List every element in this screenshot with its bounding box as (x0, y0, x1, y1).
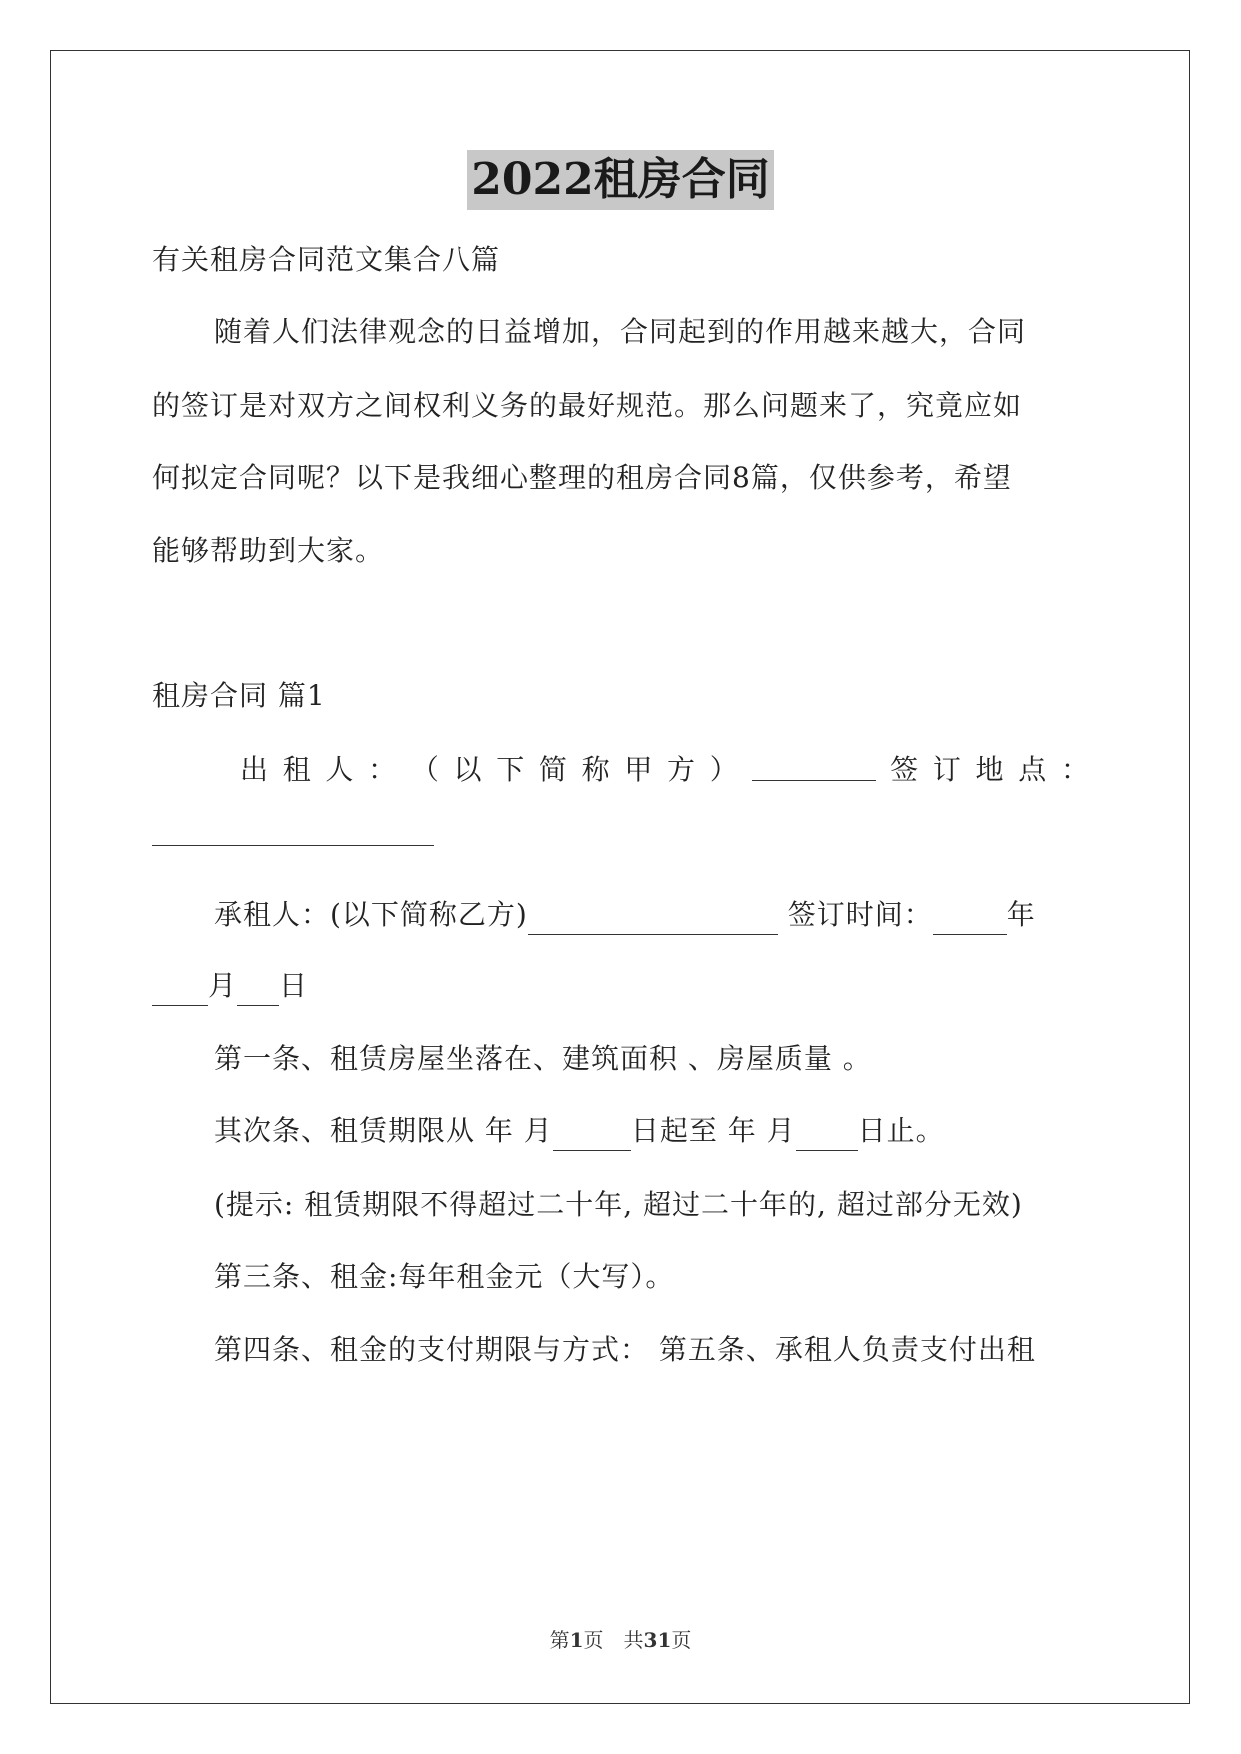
lessor-char: ） (709, 753, 739, 786)
article-2-part-3: 日止。 (857, 1114, 945, 1147)
day-blank (237, 975, 279, 1006)
lessor-char: 称 (581, 753, 611, 786)
lessor-char: 简 (538, 753, 568, 786)
lessor-char: 以 (453, 753, 483, 786)
page-border (50, 50, 1190, 1704)
lessor-char: 出 (240, 753, 270, 786)
lessor-char: ： (368, 753, 398, 786)
day-text: 日 (279, 969, 309, 1002)
lessee-line (214, 895, 1094, 935)
lessee-label: 承租人：(以下简称乙方) (214, 898, 528, 931)
sign-place-char: 地 (975, 753, 1005, 786)
sign-time-label: 签订时间： (787, 898, 933, 931)
intro-line-4: 能够帮助到大家。 (152, 534, 385, 567)
lessor-char: 方 (667, 753, 697, 786)
lessor-blank (752, 750, 876, 781)
year-blank (933, 904, 1007, 935)
month-blank (152, 975, 208, 1006)
year-text: 年 (1006, 898, 1036, 931)
section-heading: 租房合同 篇1 (152, 679, 326, 712)
footer-total-pages: 31 (643, 1628, 672, 1652)
date-line (152, 966, 1092, 1006)
subtitle: 有关租房合同范文集合八篇 (152, 243, 501, 276)
footer-page-number: 1 (569, 1628, 584, 1652)
article-1: 第一条、租赁房屋坐落在、建筑面积 、房屋质量 。 (214, 1042, 872, 1075)
lessor-char: 租 (282, 753, 312, 786)
month-text: 月 (208, 969, 238, 1002)
end-day-blank (796, 1120, 858, 1151)
lessor-char: 人 (325, 753, 355, 786)
lessor-line (240, 750, 1090, 790)
sign-place-char: 订 (932, 753, 962, 786)
sign-place-blank (152, 815, 434, 846)
lessor-char: 下 (496, 753, 526, 786)
footer-mid: 页 共 (583, 1628, 644, 1652)
article-2 (214, 1111, 1094, 1151)
start-day-blank (553, 1120, 631, 1151)
intro-line-3: 何拟定合同呢？以下是我细心整理的租房合同8篇，仅供参考，希望 (152, 461, 1012, 494)
footer-suffix: 页 (671, 1628, 692, 1652)
sign-place-blank-line (152, 806, 1092, 846)
lessee-blank (528, 904, 778, 935)
footer-prefix: 第 (549, 1628, 570, 1652)
page-footer (0, 1624, 1241, 1653)
intro-line-2: 的签订是对双方之间权利义务的最好规范。那么问题来了，究竟应如 (152, 389, 1023, 422)
lessor-char: （ (410, 753, 440, 786)
article-4: 第四条、租金的支付期限与方式： 第五条、承租人负责支付出租 (214, 1333, 1036, 1366)
article-note: (提示: 租赁期限不得超过二十年, 超过二十年的, 超过部分无效) (214, 1188, 1023, 1221)
article-2-part-2: 日起至 年 月 (630, 1114, 796, 1147)
sign-place-char: 签 (890, 753, 920, 786)
title-text: 2022租房合同 (467, 150, 773, 210)
article-2-part-1: 其次条、租赁期限从 年 月 (214, 1114, 553, 1147)
sign-place-char: 点 (1018, 753, 1048, 786)
intro-line-1: 随着人们法律观念的日益增加，合同起到的作用越来越大，合同 (214, 315, 1027, 348)
sign-place-char: ： (1060, 753, 1090, 786)
lessor-char: 甲 (624, 753, 654, 786)
document-title (0, 150, 1241, 210)
article-3: 第三条、租金:每年租金元（大写）。 (214, 1260, 675, 1293)
